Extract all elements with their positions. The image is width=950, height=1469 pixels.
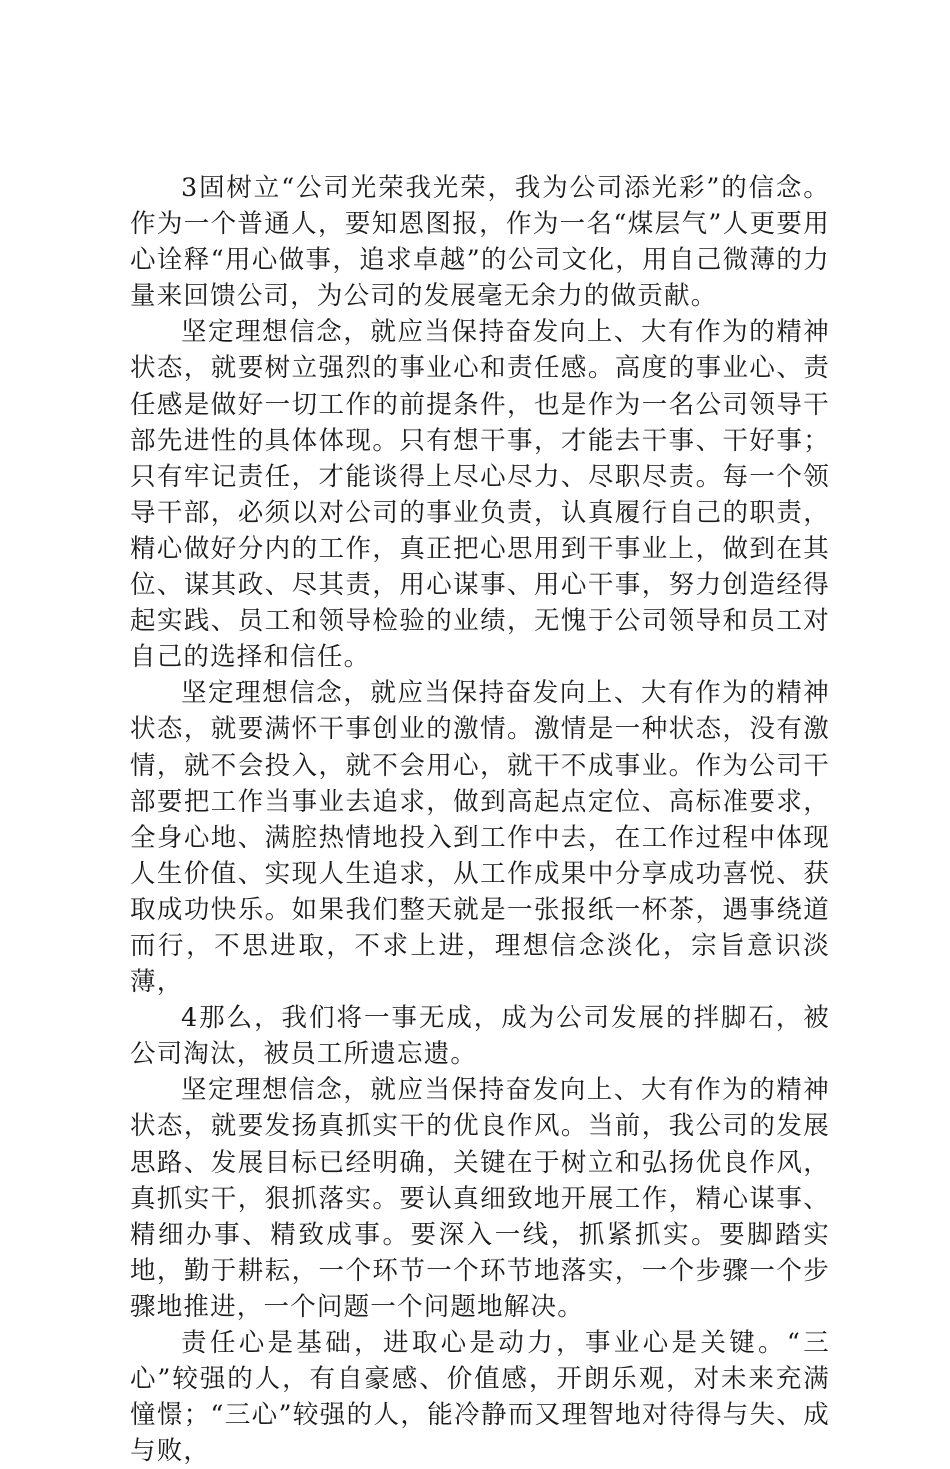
paragraph-2: 坚定理想信念，就应当保持奋发向上、大有作为的精神状态，就要树立强烈的事业心和责任感。高度的事业心、责任感是做好一切工作的前提条件，也是作为一名公司领导干部先进性的具体体现。只有想干事，才能去干事、干好事；只有牢记责任，才能谈得上尽心尽力、尽职尽责。每一个领导干部，必须以对公司的事业负责，认真履行自己的职责，精心做好分内的工作，真正把心思用到干事业上，做到在其位、谋其政、尽其责，用心谋事、用心干事，努力创造经得起实践、员工和领导检验的业绩，无愧于公司领导和员工对自己的选择和信任。	[130, 317, 830, 673]
paragraph-6: 责任心是基础，进取心是动力，事业心是关键。“三心”较强的人，有自豪感、价值感，开朗乐观，对未来充满憧憬；“三心”较强的人，能冷静而又理智地对待得与失、成与败，	[130, 1328, 830, 1467]
paragraph-5: 坚定理想信念，就应当保持奋发向上、大有作为的精神状态，就要发扬真抓实干的优良作风。当前，我公司的发展思路、发展目标已经明确，关键在于树立和弘扬优良作风，真抓实干，狠抓落实。要认真细致地开展工作，精心谋事、精细办事、精致成事。要深入一线，抓紧抓实。要脚踏实地，勤于耕耘，一个环节一个环节地落实，一个步骤一个步骤地推进，一个问题一个问题地解决。	[130, 1075, 830, 1322]
paragraph-4: 4那么，我们将一事无成，成为公司发展的拌脚石，被公司淘汰，被员工所遗忘遗。	[130, 1003, 830, 1070]
paragraph-3: 坚定理想信念，就应当保持奋发向上、大有作为的精神状态，就要满怀干事创业的激情。激情是一种状态，没有激情，就不会投入，就不会用心，就干不成事业。作为公司干部要把工作当事业去追求，做到高起点定位、高标准要求，全身心地、满腔热情地投入到工作中去，在工作过程中体现人生价值、实现人生追求，从工作成果中分享成功喜悦、获取成功快乐。如果我们整天就是一张报纸一杯茶，遇事绕道而行，不思进取，不求上进，理想信念淡化，宗旨意识淡薄，	[130, 678, 830, 998]
document-body	[130, 170, 830, 1469]
paragraph-1: 3固树立“公司光荣我光荣，我为公司添光彩”的信念。作为一个普通人，要知恩图报，作为一名“煤层气”人更要用心诠释“用心做事，追求卓越”的公司文化，用自己微薄的力量来回馈公司，为公司的发展毫无余力的做贡献。	[130, 173, 830, 312]
